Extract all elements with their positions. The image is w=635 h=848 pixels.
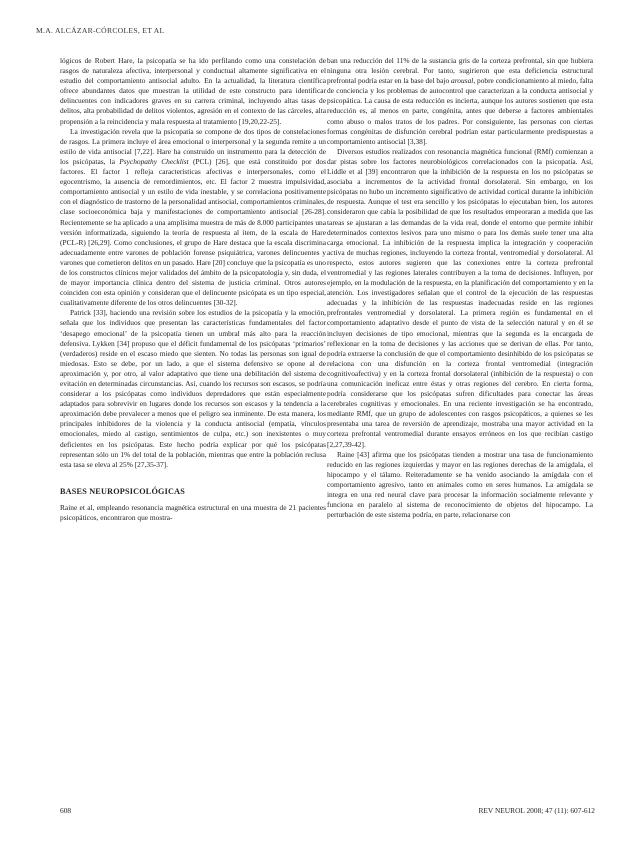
paragraph: Diversos estudios realizados con resonancia magnética funcional (RMf) comienzan a dar pistas sobre los factores neurobiológicos correlacionados con la psicopatía. Así, Liddle et al [39] encontraron que la inhibición de la respuesta en los no psicópatas se asociaba a incrementos de la actividad frontal dorsolateral. Sin embargo, en los psicópatas no hubo un incremento significativo de actividad cortical durante la inhibición de respuesta. Aunque el test era sencillo y los psicópatas lo ejecutaban bien, los autores consideraron que cabía la posibilidad de que los resultados empeoraran a medida que las tareas se ajustaran a las demandas de la vida real, donde el entorno que permite inhibir determinados contextos lesivos para uno mismo o para los demás suele tener una alta carga emocional. La inhibición de la respuesta implica la integración y cooperación activa de muchas regiones, incluyendo la corteza frontal, ventromedial y dorsolateral. Al respecto, estos autores sugieren que las conexiones entre la corteza prefrontal ventromedial y las regiones laterales contribuyen a la toma de decisiones. Influyen, por ejemplo, en la modulación de la respuesta, en la planificación del comportamiento y en la atención. Los investigadores señalan que el control de la ejecución de las respuestas adecuadas y la inhibición de las respuestas inadecuadas reside en las regiones prefrontales ventromedial y dorsolateral. La primera región es fundamental en el comportamiento adaptativo desde el punto de vista de la selección natural y en él se incluyen decisiones de tipo emocional, mientras que la segunda es la encargada de reflexionar en la toma de decisiones y las acciones que se derivan de ellas. Por tanto, podría extraerse la conclusión de que el comportamiento desinhibido de los psicópatas se relaciona con una disfunción en la corteza frontal ventromedial (integración cognitivoafectiva) y en la corteza frontal dorsolateral (inhibición de la respuesta) o con una comunicación ineficaz entre éstas y otras regiones del cerebro. En cierta forma, podría considerarse que los psicópatas sufren dificultades para conectar las áreas cerebrales cognitivas y emocionales. En una reciente investigación se ha encontrado, mediante RMf, que un grupo de adolescentes con rasgos psicopáticos, a quienes se les presentaba una tarea de reversión de aprendizaje, mostraba una mayor actividad en la corteza prefrontal ventromedial durante ensayos erróneos en los que recibían castigo [2,27,39-42]. bbox=[327, 146, 593, 449]
paragraph-text: (PCL) [26], que está constituido por dos factores. El factor 1 refleja características afectivas e interpersonales, como el egocentrismo, la ausencia de remordimientos, etc. El factor 2 muestra impulsividad, comportamiento antisocial y un estilo de vida inestable, y se correlaciona positivamente con el diagnóstico de trastorno de la personalidad antisocial, comportamientos criminales, clase socioeconómica baja y manifestaciones de comportamiento antisocial [26-28]. Recientemente se ha aplicado a una amplísima muestra de más de 8.000 participantes una versión informatizada, siguiendo la teoría de respuesta al ítem, de la escala de Hare (PCL-R) [26,29]. Como conclusiones, el grupo de Hare destaca que la escala discrimina adecuadamente entre varones de población forense psiquiátrica, varones delincuentes y varones que cometieron delitos en un pasado. Hare [20] concluye que la psicopatía es uno de los constructos clínicos mejor validados del ámbito de la psicopatología y, sin duda, el de mayor importancia clínica dentro del sistema de justicia criminal. Otros autores coinciden con esta opinión y consideran que el delincuente psicópata es un tipo especial, cualitativamente diferente de los otros delincuentes [30-32]. bbox=[60, 156, 326, 308]
paragraph: Raine [43] afirma que los psicópatas tienden a mostrar una tasa de funcionamiento reducido en las regiones izquierdas y mayor en las regiones derechas de la amígdala, el hipocampo y el tálamo. Reiteradamente se ha venido asociando la amígdala con el comportamiento agresivo, tanto en animales como en seres humanos. La amígdala se integra en una red neural clave para procesar la información socialmente relevante y funciona en paralelo al sistema de reconocimiento de objetos del hipocampo. La perturbación de este sistema podría, en parte, relacionarse con bbox=[327, 449, 593, 520]
paragraph: Raine et al, empleando resonancia magnética estructural en una muestra de 21 pacientes psicopáticos, encontraron que mostra- bbox=[60, 502, 326, 523]
paragraph-text: La investigación revela que la psicopatía se compone de dos tipos de constelaciones de rasgos. La primera incluye el área emocional o interpersonal y la segunda remite a un estilo de vida antisocial [7,22]. Hare ha construido un instrumento para la detección de los psicópatas, la bbox=[60, 126, 326, 166]
right-column bbox=[327, 56, 593, 520]
journal-citation: REV NEUROL 2008; 47 (11): 607-612 bbox=[478, 806, 595, 815]
paragraph bbox=[60, 127, 326, 309]
italic-term: Psychopathy Checklist bbox=[119, 156, 189, 166]
left-column bbox=[60, 56, 326, 523]
italic-term: arousal bbox=[451, 76, 474, 86]
paragraph bbox=[327, 56, 593, 147]
running-head: M.A. ALCÁZAR-CÓRCOLES, ET AL bbox=[36, 26, 165, 35]
paragraph: lógicos de Robert Hare, la psicopatía se ha ido perfilando como una constelación de rasgos de naturaleza afectiva, interpersonal y conductual altamente significativa en el estudio del comportamiento antisocial adulto. En la actualidad, la literatura científica ofrece abundantes datos que muestran la utilidad de este constructo para identificar delincuentes con indicadores graves en su carrera criminal, incluyendo altas tasas de delitos, alta probabilidad de delitos violentos, agresión en el contexto de las cárceles, alta propensión a la reincidencia y mala respuesta al tratamiento [19,20,22-25]. bbox=[60, 56, 326, 126]
paragraph: Patrick [33], haciendo una revisión sobre los estudios de la psicopatía y la emoción, señala que los individuos que presentan las características fundamentales del factor ‘desapego emocional’ de la psicopatía tienen un umbral más alto para la reacción defensiva. Lykken [34] propuso que el déficit fundamental de los psicópatas ‘primarios’ (verdaderos) reside en el escaso miedo que sienten. No todas las personas son igual de miedosas. Esto se debe, por un lado, a que el sistema defensivo se opone al de aproximación y, por otro, al valor adaptativo que tiene una debilitación del sistema de evitación en determinadas circunstancias. Así, cuando los recursos son escasos, se podría considerar a los psicópatas como individuos depredadores que están especialmente adaptados para sobrevivir en lugares donde los recursos son escasos y la tendencia a la aproximación debe prevalecer a menos que el peligro sea inminente. De esta manera, los principales inhibidores de la violencia y la conducta antisocial (empatía, vínculos emocionales, miedo al castigo, sentimientos de culpa, etc.) son inexistentes o muy deficientes en los psicópatas. Este hecho podría explicar por qué los psicópatas representan sólo un 1% del total de la población, mientras que entre la población reclusa esta tasa se eleva al 25% [27,35-37]. bbox=[60, 308, 326, 469]
paragraph-text: ban una reducción del 11% de la sustancia gris de la corteza prefrontal, sin que hubiera ninguna otra lesión cerebral. Por tanto, sugirieron que esta deficiencia estructural prefrontal podría estar en la base del bajo bbox=[327, 56, 593, 86]
section-heading: BASES NEUROPSICOLÓGICAS bbox=[60, 486, 185, 496]
page-number: 608 bbox=[60, 806, 72, 815]
paragraph-text: , pobre condicionamiento al miedo, falta de conciencia y los problemas de autocontrol que caracterizan a la conducta antisocial y psicopática. La causa de esta reducción es incierta, aunque los autores sostienen que esta reducción es, al menos en parte, congénita, antes que deberse a factores ambientales como abuso o malos tratos de los padres. Por consiguiente, las personas con ciertas formas congénitas de disfunción cerebral podrían estar particularmente predispuestas a comportamiento antisocial [3,38]. bbox=[327, 76, 593, 146]
